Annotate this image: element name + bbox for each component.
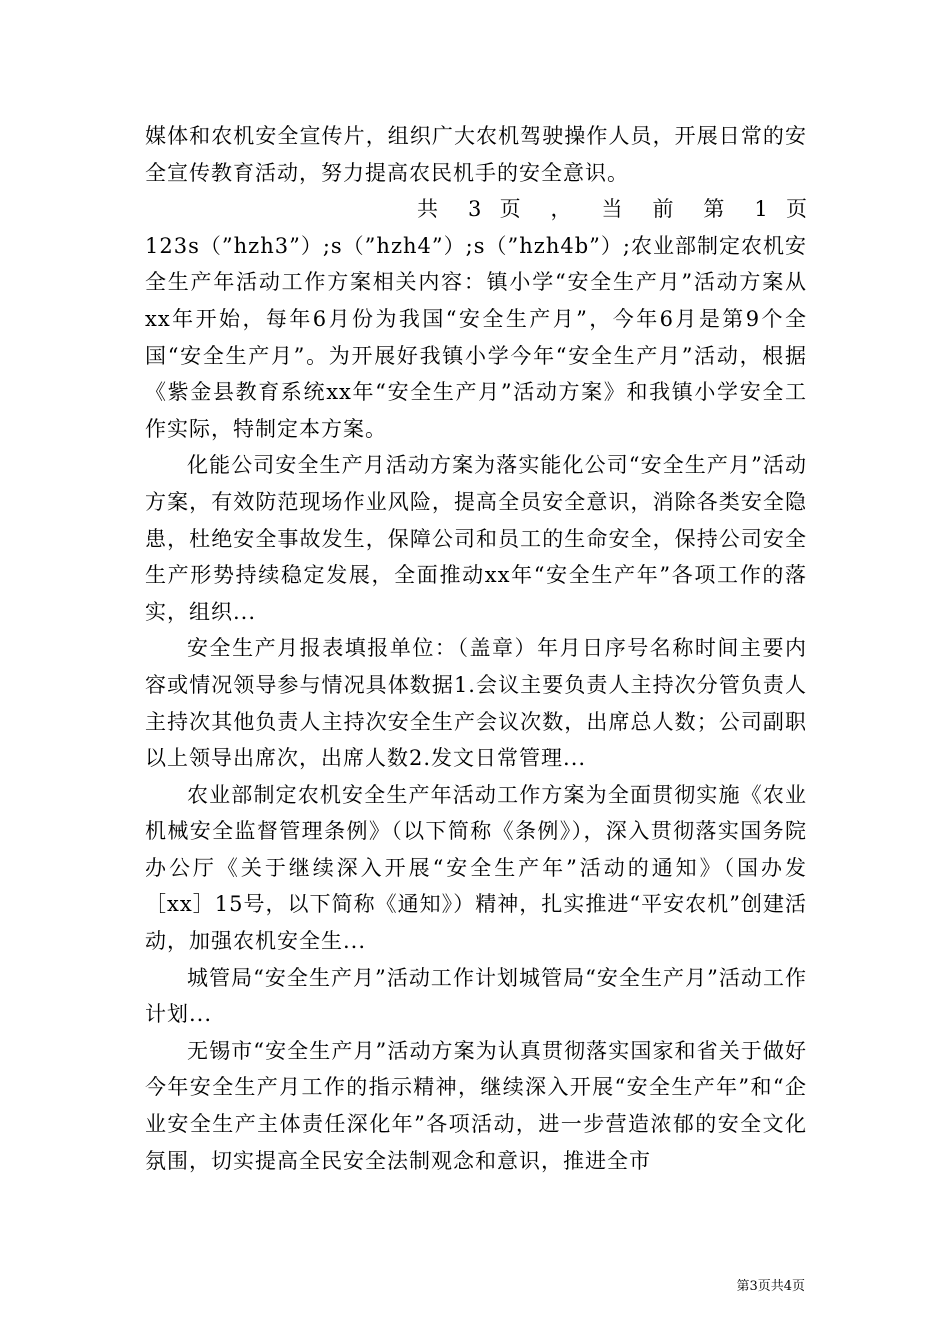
paragraph-4: 农业部制定农机安全生产年活动工作方案为全面贯彻实施《农业机械安全监督管理条例》（以下简称《条例》），深入贯彻落实国务院办公厅《关于继续深入开展“安全生产年”活动的通知》（国办发［xx］15号，以下简称《通知》）精神，扎实推进“平安农机”创建活动，加强农机安全生... [145,782,807,954]
paragraph-5: 城管局“安全生产月”活动工作计划城管局“安全生产月”活动工作计划... [145,965,807,1027]
paragraph-6: 无锡市“安全生产月”活动方案为认真贯彻落实国家和省关于做好今年安全生产月工作的指示精神，继续深入开展“安全生产年”和“企业安全生产主体责任深化年”各项活动，进一步营造浓郁的安全文化氛围，切实提高全民安全法制观念和意识，推进全市 [145,1038,807,1173]
document-body [145,118,807,1179]
paragraph-3: 安全生产月报表填报单位：（盖章）年月日序号名称时间主要内容或情况领导参与情况具体数据1.会议主要负责人主持次分管负责人主持次其他负责人主持次安全生产会议次数，出席总人数；公司副职以上领导出席次，出席人数2.发文日常管理... [145,636,807,771]
paragraph-2: 化能公司安全生产月活动方案为落实能化公司“安全生产月”活动方案，有效防范现场作业风险，提高全员安全意识，消除各类安全隐患，杜绝安全事故发生，保障公司和员工的生命安全，保持公司安全生产形势持续稳定发展，全面推动xx年“安全生产年”各项工作的落实，组织... [145,453,807,624]
paragraph-1: 123s（”hzh3”）;s（”hzh4”）;s（”hzh4b”）;农业部制定农机安全生产年活动工作方案相关内容：镇小学“安全生产月”活动方案从xx年开始，每年6月份为我国“安全生产月”，今年6月是第9个全国“安全生产月”。为开展好我镇小学今年“安全生产月”活动，根据《紫金县教育系统xx年“安全生产月”活动方案》和我镇小学安全工作实际，特制定本方案。 [145,233,807,441]
page-counter: 共 3 页 ， 当 前 第 1 页 [417,197,807,222]
page-footer: 第3页共4页 [736,1279,805,1294]
paragraph-continuation: 媒体和农机安全宣传片，组织广大农机驾驶操作人员，开展日常的安全宣传教育活动，努力提高农民机手的安全意识。 [145,124,807,185]
